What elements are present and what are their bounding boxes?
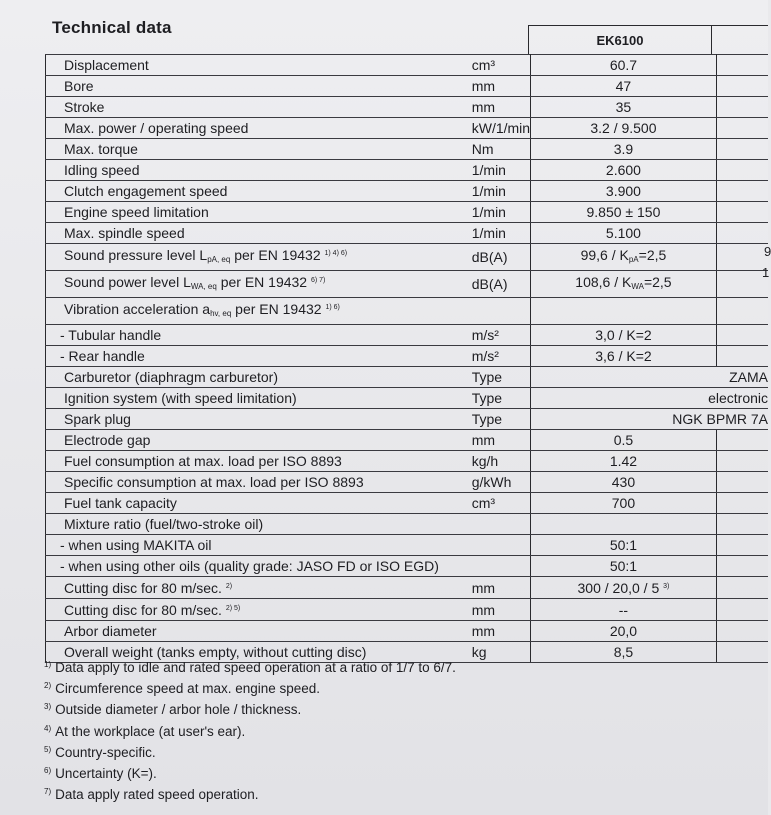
next-model-cell bbox=[716, 298, 768, 325]
unit-cell: 1/min bbox=[469, 181, 531, 202]
unit-cell: dB(A) bbox=[469, 271, 531, 298]
parameter-label: Cutting disc for 80 m/sec. bbox=[64, 580, 226, 596]
unit-cell: Type bbox=[469, 409, 531, 430]
next-model-cell bbox=[716, 577, 768, 599]
value-cell bbox=[531, 139, 717, 160]
table-row bbox=[46, 577, 769, 599]
table-row bbox=[46, 430, 769, 451]
parameter-cell bbox=[46, 451, 469, 472]
table-row bbox=[46, 55, 769, 76]
parameter-label: Sound pressure level L bbox=[64, 247, 208, 263]
value-text: -- bbox=[618, 601, 629, 618]
unit-cell: Nm bbox=[469, 139, 531, 160]
parameter-label-rest: per EN 19432 bbox=[231, 301, 326, 317]
value-text: 108,6 / K bbox=[575, 273, 632, 290]
parameter-subscript: hv, eq bbox=[210, 309, 232, 318]
unit-cell: mm bbox=[469, 430, 531, 451]
parameter-label: Mixture ratio (fuel/two-stroke oil) bbox=[64, 516, 264, 532]
value-text: 0.5 bbox=[613, 432, 634, 448]
footnote-number: 7) bbox=[44, 787, 52, 797]
table-row bbox=[46, 271, 769, 298]
table-row bbox=[46, 298, 769, 325]
next-model-cell bbox=[716, 621, 768, 642]
parameter-label: Overall weight (tanks empty, without cutting disc) bbox=[64, 644, 367, 660]
parameter-cell bbox=[46, 367, 469, 388]
unit-cell bbox=[469, 535, 531, 556]
unit-cell: kg/h bbox=[469, 451, 531, 472]
value-cell bbox=[531, 244, 717, 271]
footnote-number: 4) bbox=[44, 723, 52, 733]
parameter-cell bbox=[46, 55, 469, 76]
value-cell bbox=[531, 388, 768, 409]
parameter-cell bbox=[46, 535, 469, 556]
table-row bbox=[46, 202, 769, 223]
unit-cell: kg bbox=[469, 642, 531, 663]
value-cell bbox=[531, 493, 717, 514]
next-model-cell bbox=[716, 642, 768, 663]
value-cell bbox=[531, 451, 717, 472]
table-row bbox=[46, 535, 769, 556]
footnote-number: 1) bbox=[44, 660, 52, 669]
next-model-cell bbox=[716, 514, 768, 535]
parameter-label: Max. spindle speed bbox=[64, 225, 185, 241]
next-model-cell bbox=[716, 535, 768, 556]
value-cell bbox=[531, 367, 768, 388]
parameter-label-rest: per EN 19432 bbox=[216, 274, 311, 290]
parameter-label: Idling speed bbox=[64, 162, 140, 178]
next-model-cell bbox=[716, 271, 768, 298]
parameter-label: Stroke bbox=[64, 99, 105, 115]
footnote-text: At the workplace (at user's ear). bbox=[55, 723, 246, 739]
parameter-cell bbox=[46, 76, 469, 97]
parameter-label: Max. power / operating speed bbox=[64, 120, 249, 136]
value-cell bbox=[531, 55, 717, 76]
parameter-label: Clutch engagement speed bbox=[64, 183, 228, 199]
footnote-item bbox=[44, 677, 456, 698]
next-model-cell bbox=[716, 223, 768, 244]
table-row bbox=[46, 325, 769, 346]
footnote-item bbox=[44, 762, 456, 783]
parameter-footnote-ref: 1) 6) bbox=[325, 304, 340, 311]
parameter-label: Fuel tank capacity bbox=[64, 495, 177, 511]
table-row bbox=[46, 97, 769, 118]
unit-cell: 1/min bbox=[469, 202, 531, 223]
unit-cell: mm bbox=[469, 621, 531, 642]
table-row bbox=[46, 409, 769, 430]
parameter-footnote-ref: 2) bbox=[225, 583, 233, 590]
footnote-item bbox=[44, 741, 456, 762]
parameter-cell bbox=[46, 160, 469, 181]
unit-cell bbox=[469, 514, 531, 535]
unit-cell: cm³ bbox=[469, 493, 531, 514]
unit-cell: mm bbox=[469, 97, 531, 118]
value-text: 300 / 20,0 / 5 bbox=[577, 580, 664, 596]
unit-cell bbox=[469, 556, 531, 577]
footnote-item bbox=[44, 656, 456, 677]
footnote-text: Outside diameter / arbor hole / thickness. bbox=[55, 702, 302, 718]
parameter-label: Max. torque bbox=[64, 141, 138, 157]
value-text: 35 bbox=[615, 99, 632, 115]
table-row bbox=[46, 451, 769, 472]
value-subscript: pA bbox=[628, 254, 639, 264]
table-row bbox=[46, 556, 769, 577]
table-row bbox=[46, 514, 769, 535]
unit-cell: mm bbox=[469, 577, 531, 599]
value-cell bbox=[531, 472, 717, 493]
parameter-label: Spark plug bbox=[64, 411, 131, 427]
value-text: NGK BPMR 7A bbox=[672, 411, 768, 427]
unit-cell bbox=[469, 298, 531, 325]
section-title: Technical data bbox=[52, 18, 172, 37]
next-model-cell bbox=[716, 493, 768, 514]
value-text-rest: =2,5 bbox=[643, 273, 672, 290]
parameter-label: Sound power level L bbox=[64, 274, 191, 290]
value-cell bbox=[531, 556, 717, 577]
parameter-cell bbox=[46, 271, 469, 298]
next-model-cell bbox=[716, 451, 768, 472]
table-row bbox=[46, 367, 769, 388]
table-row bbox=[46, 181, 769, 202]
next-model-cell bbox=[716, 181, 768, 202]
table-row bbox=[46, 621, 769, 642]
value-cell bbox=[531, 599, 717, 621]
parameter-label: - when using MAKITA oil bbox=[60, 537, 212, 553]
parameter-label: Engine speed limitation bbox=[64, 204, 209, 220]
table-row bbox=[46, 493, 769, 514]
footnote-text: Data apply rated speed operation. bbox=[55, 787, 259, 803]
value-text: 3,0 / K=2 bbox=[595, 327, 652, 343]
value-cell bbox=[531, 118, 717, 139]
parameter-footnote-ref: 1) 4) 6) bbox=[324, 250, 348, 257]
table-row bbox=[46, 244, 769, 271]
parameter-cell bbox=[46, 223, 469, 244]
next-model-cell bbox=[716, 472, 768, 493]
table-row bbox=[46, 346, 769, 367]
next-model-cell bbox=[716, 430, 768, 451]
value-cell bbox=[531, 325, 717, 346]
parameter-cell bbox=[46, 493, 469, 514]
footnote-text: Country-specific. bbox=[55, 744, 156, 760]
value-cell bbox=[531, 76, 717, 97]
value-cell bbox=[531, 642, 717, 663]
footnote-text: Circumference speed at max. engine speed. bbox=[55, 681, 321, 697]
table-row bbox=[46, 388, 769, 409]
value-text: 1.42 bbox=[609, 453, 638, 469]
parameter-label: - Tubular handle bbox=[60, 327, 162, 343]
value-text: ZAMA bbox=[729, 369, 768, 385]
unit-cell: 1/min bbox=[469, 223, 531, 244]
table-row bbox=[46, 76, 769, 97]
unit-cell: dB(A) bbox=[469, 244, 531, 271]
next-model-cell bbox=[716, 55, 768, 76]
value-footnote-ref: 3) bbox=[663, 583, 670, 590]
next-model-cell bbox=[716, 160, 768, 181]
parameter-cell bbox=[46, 181, 469, 202]
value-text: electronic bbox=[708, 390, 768, 406]
value-cell bbox=[531, 181, 717, 202]
footnote-text: Data apply to idle and rated speed operation at a ratio of 1/7 to 6/7. bbox=[55, 660, 456, 675]
next-model-cell bbox=[716, 118, 768, 139]
next-model-cell bbox=[716, 346, 768, 367]
parameter-footnote-ref: 2) 5) bbox=[225, 605, 241, 612]
table-row bbox=[46, 139, 769, 160]
table-row bbox=[46, 223, 769, 244]
unit-cell: Type bbox=[469, 367, 531, 388]
parameter-label: Specific consumption at max. load per ISO 8893 bbox=[64, 474, 364, 490]
parameter-cell bbox=[46, 430, 469, 451]
parameter-label: - when using other oils (quality grade: JASO FD or ISO EGD) bbox=[60, 558, 439, 574]
footnote-text: Uncertainty (K=). bbox=[55, 766, 157, 782]
value-text: 700 bbox=[611, 495, 636, 511]
footnote-item bbox=[44, 783, 456, 804]
value-text: 8,5 bbox=[613, 644, 634, 660]
parameter-label: Arbor diameter bbox=[64, 623, 157, 639]
unit-cell: mm bbox=[469, 76, 531, 97]
value-cell bbox=[531, 202, 717, 223]
footnotes bbox=[44, 656, 456, 804]
value-text: 430 bbox=[611, 474, 636, 490]
parameter-label: - Rear handle bbox=[60, 348, 145, 364]
edge-fragment-sound-power: 1 bbox=[762, 265, 770, 280]
parameter-cell bbox=[46, 472, 469, 493]
parameter-cell bbox=[46, 599, 469, 621]
next-model-cell bbox=[716, 556, 768, 577]
footnote-number: 6) bbox=[44, 766, 52, 776]
next-model-cell bbox=[716, 325, 768, 346]
parameter-label: Ignition system (with speed limitation) bbox=[64, 390, 297, 406]
value-cell bbox=[531, 223, 717, 244]
next-model-cell bbox=[716, 76, 768, 97]
parameter-cell bbox=[46, 621, 469, 642]
parameter-cell bbox=[46, 244, 469, 271]
table-row bbox=[46, 472, 769, 493]
next-model-cell bbox=[716, 244, 768, 271]
parameter-label: Carburetor (diaphragm carburetor) bbox=[64, 369, 278, 385]
parameter-cell bbox=[46, 298, 469, 325]
parameter-label: Displacement bbox=[64, 57, 149, 73]
parameter-cell bbox=[46, 139, 469, 160]
table-row bbox=[46, 160, 769, 181]
parameter-cell bbox=[46, 514, 469, 535]
unit-cell: kW/1/min bbox=[469, 118, 531, 139]
value-cell bbox=[531, 535, 717, 556]
parameter-cell bbox=[46, 556, 469, 577]
value-cell bbox=[531, 160, 717, 181]
value-text: 9.850 ± 150 bbox=[586, 204, 661, 220]
value-text: 60.7 bbox=[609, 57, 638, 73]
parameter-label: Bore bbox=[64, 78, 94, 94]
footnote-item bbox=[44, 698, 456, 719]
value-cell bbox=[531, 409, 768, 430]
unit-cell: cm³ bbox=[469, 55, 531, 76]
value-cell bbox=[531, 514, 717, 535]
parameter-cell bbox=[46, 325, 469, 346]
parameter-subscript: pA, eq bbox=[207, 255, 231, 264]
footnote-number: 2) bbox=[44, 681, 52, 691]
value-text: 3.9 bbox=[613, 141, 634, 157]
parameter-label-rest: per EN 19432 bbox=[230, 247, 325, 263]
parameter-footnote-ref: 6) 7) bbox=[310, 277, 326, 284]
unit-cell: mm bbox=[469, 599, 531, 621]
value-text: 99,6 / K bbox=[580, 246, 629, 263]
parameter-label: Electrode gap bbox=[64, 432, 151, 448]
value-cell bbox=[531, 577, 717, 599]
unit-cell: g/kWh bbox=[469, 472, 531, 493]
value-subscript: WA bbox=[631, 281, 644, 291]
value-cell bbox=[531, 271, 717, 298]
value-cell bbox=[531, 298, 717, 325]
next-model-cell bbox=[716, 97, 768, 118]
technical-data-table bbox=[45, 54, 768, 663]
value-text: 47 bbox=[615, 78, 632, 94]
table-row bbox=[46, 118, 769, 139]
parameter-cell bbox=[46, 388, 469, 409]
parameter-label: Cutting disc for 80 m/sec. bbox=[64, 602, 226, 618]
next-model-cell bbox=[716, 139, 768, 160]
parameter-cell bbox=[46, 577, 469, 599]
unit-cell: 1/min bbox=[469, 160, 531, 181]
parameter-cell bbox=[46, 97, 469, 118]
value-text: 50:1 bbox=[609, 537, 638, 553]
value-text: 3.2 / 9.500 bbox=[590, 120, 657, 136]
edge-fragment-sound-pressure: 9 bbox=[764, 244, 771, 259]
value-text: 2.600 bbox=[605, 162, 641, 178]
value-cell bbox=[531, 430, 717, 451]
footnote-number: 3) bbox=[44, 702, 52, 712]
table-row bbox=[46, 599, 769, 621]
parameter-subscript: WA, eq bbox=[190, 282, 217, 291]
unit-cell: m/s² bbox=[469, 325, 531, 346]
next-model-cell bbox=[716, 599, 768, 621]
value-text: 20,0 bbox=[609, 623, 638, 639]
value-cell bbox=[531, 346, 717, 367]
footnote-item bbox=[44, 720, 456, 741]
value-cell bbox=[531, 621, 717, 642]
parameter-cell bbox=[46, 202, 469, 223]
parameter-cell bbox=[46, 118, 469, 139]
value-text: 3.900 bbox=[605, 183, 641, 199]
value-text: 5.100 bbox=[605, 225, 641, 241]
footnote-number: 5) bbox=[44, 744, 52, 754]
value-text-rest: =2,5 bbox=[638, 246, 667, 263]
value-text: 3,6 / K=2 bbox=[595, 348, 652, 364]
parameter-label: Fuel consumption at max. load per ISO 8893 bbox=[64, 453, 342, 469]
model-header: EK6100 bbox=[596, 33, 644, 48]
parameter-cell bbox=[46, 409, 469, 430]
unit-cell: Type bbox=[469, 388, 531, 409]
parameter-cell bbox=[46, 346, 469, 367]
value-cell bbox=[531, 97, 717, 118]
value-text: 50:1 bbox=[609, 558, 638, 574]
unit-cell: m/s² bbox=[469, 346, 531, 367]
next-model-cell bbox=[716, 202, 768, 223]
parameter-label: Vibration acceleration a bbox=[64, 301, 211, 317]
